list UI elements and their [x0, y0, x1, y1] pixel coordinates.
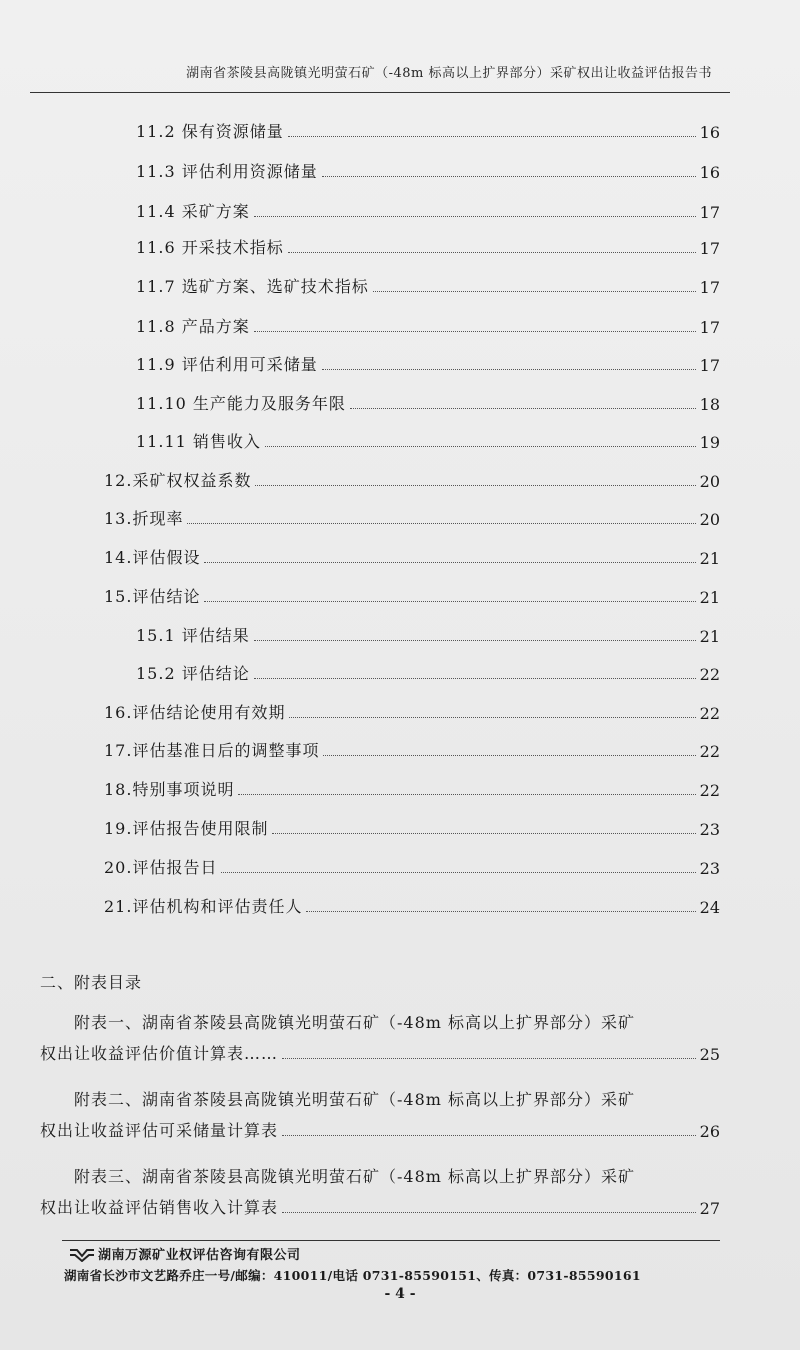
appendix-item-page: 25	[699, 1045, 720, 1064]
toc-entry-page: 22	[699, 781, 720, 800]
appendix-leader-dots	[282, 1212, 696, 1213]
toc-entry-page: 17	[699, 318, 720, 337]
toc-entry-page: 23	[699, 820, 720, 839]
toc-entry-title: 19.评估报告使用限制	[104, 819, 269, 838]
toc-entry-page: 18	[699, 395, 720, 414]
toc-leader-dots	[323, 755, 695, 756]
toc-leader-dots	[289, 717, 695, 718]
toc-entry-title: 11.4 采矿方案	[136, 202, 250, 221]
toc-leader-dots	[288, 136, 696, 137]
toc-entry-title: 13.折现率	[104, 509, 184, 528]
toc-leader-dots	[322, 176, 696, 177]
toc-entry-page: 23	[699, 859, 720, 878]
page-number: - 4 -	[384, 1286, 416, 1302]
toc-entry-title: 16.评估结论使用有效期	[104, 703, 286, 722]
toc-entry-title: 11.11 销售收入	[136, 432, 261, 451]
toc-entry-title: 20.评估报告日	[104, 858, 218, 877]
toc-entry	[136, 428, 720, 452]
toc-entry-title: 15.评估结论	[104, 587, 201, 606]
toc-entry	[136, 273, 720, 297]
toc-entry-page: 22	[699, 742, 720, 761]
toc-entry	[136, 313, 720, 337]
appendix-leader-dots	[282, 1135, 696, 1136]
footer-company: 湖南万源矿业权评估咨询有限公司	[98, 1248, 301, 1263]
company-logo-icon	[68, 1246, 96, 1262]
footer-rule	[62, 1240, 720, 1241]
toc-entry	[136, 198, 720, 222]
toc-leader-dots	[254, 331, 696, 332]
appendix-heading: 二、附表目录	[40, 973, 143, 992]
appendix-item-line1: 附表三、湖南省茶陵县高陇镇光明萤石矿（-48m 标高以上扩界部分）采矿	[74, 1167, 636, 1186]
toc-entry-page: 22	[699, 704, 720, 723]
toc-entry-title: 11.2 保有资源储量	[136, 122, 284, 141]
toc-leader-dots	[254, 216, 696, 217]
running-header: 湖南省茶陵县高陇镇光明萤石矿（-48m 标高以上扩界部分）采矿权出让收益评估报告书	[186, 66, 712, 81]
toc-entry-page: 22	[699, 665, 720, 684]
toc-entry	[136, 351, 720, 375]
toc-entry-title: 15.1 评估结果	[136, 626, 250, 645]
toc-entry-title: 21.评估机构和评估责任人	[104, 897, 303, 916]
toc-entry	[104, 505, 720, 529]
toc-entry-title: 12.采矿权权益系数	[104, 471, 252, 490]
toc-entry	[104, 854, 720, 878]
toc-entry-page: 17	[699, 278, 720, 297]
toc-leader-dots	[265, 446, 696, 447]
toc-entry	[136, 622, 720, 646]
toc-entry-page: 20	[699, 472, 720, 491]
toc-leader-dots	[350, 408, 696, 409]
toc-entry	[136, 660, 720, 684]
toc-leader-dots	[221, 872, 695, 873]
appendix-item-line1: 附表一、湖南省茶陵县高陇镇光明萤石矿（-48m 标高以上扩界部分）采矿	[74, 1013, 636, 1032]
toc-leader-dots	[288, 252, 696, 253]
toc-entry-title: 11.7 选矿方案、选矿技术指标	[136, 277, 369, 296]
appendix-item-line1: 附表二、湖南省茶陵县高陇镇光明萤石矿（-48m 标高以上扩界部分）采矿	[74, 1090, 636, 1109]
toc-entry-page: 17	[699, 203, 720, 222]
appendix-item-title: 权出让收益评估销售收入计算表	[40, 1198, 279, 1217]
toc-entry-page: 17	[699, 356, 720, 375]
toc-entry	[104, 815, 720, 839]
toc-leader-dots	[373, 291, 696, 292]
toc-entry	[136, 158, 720, 182]
toc-leader-dots	[255, 485, 695, 486]
toc-entry-page: 16	[699, 123, 720, 142]
toc-entry-page: 21	[699, 627, 720, 646]
toc-entry-page: 16	[699, 163, 720, 182]
toc-leader-dots	[322, 369, 696, 370]
toc-entry-page: 19	[699, 433, 720, 452]
toc-entry	[136, 118, 720, 142]
toc-entry	[104, 893, 720, 917]
toc-entry	[104, 699, 720, 723]
toc-entry	[104, 776, 720, 800]
toc-entry	[104, 583, 720, 607]
toc-entry-title: 11.8 产品方案	[136, 317, 250, 336]
toc-leader-dots	[272, 833, 695, 834]
toc-entry-page: 21	[699, 588, 720, 607]
toc-entry	[136, 390, 720, 414]
toc-leader-dots	[204, 562, 695, 563]
toc-leader-dots	[254, 678, 696, 679]
toc-entry-title: 11.6 开采技术指标	[136, 238, 284, 257]
toc-leader-dots	[187, 523, 695, 524]
footer-address: 湖南省长沙市文艺路乔庄一号/邮编：410011/电话 0731-85590151、传真：0731-85590161	[64, 1268, 641, 1283]
toc-entry-title: 11.3 评估利用资源储量	[136, 162, 318, 181]
toc-entry	[104, 544, 720, 568]
toc-leader-dots	[204, 601, 695, 602]
toc-entry	[104, 737, 720, 761]
appendix-item-page: 27	[699, 1199, 720, 1218]
toc-entry	[104, 467, 720, 491]
appendix-item-line2	[40, 1040, 720, 1064]
toc-leader-dots	[254, 640, 696, 641]
appendix-item-page: 26	[699, 1122, 720, 1141]
appendix-leader-dots	[282, 1058, 696, 1059]
toc-entry-title: 18.特别事项说明	[104, 780, 235, 799]
toc-entry-title: 11.10 生产能力及服务年限	[136, 394, 346, 413]
appendix-item-line2	[40, 1194, 720, 1218]
toc-entry-page: 20	[699, 510, 720, 529]
toc-entry-title: 15.2 评估结论	[136, 664, 250, 683]
toc-entry-title: 17.评估基准日后的调整事项	[104, 741, 320, 760]
toc-entry-page: 17	[699, 239, 720, 258]
appendix-item-title: 权出让收益评估价值计算表……	[40, 1044, 279, 1063]
toc-entry	[136, 234, 720, 258]
toc-leader-dots	[306, 911, 695, 912]
toc-leader-dots	[238, 794, 695, 795]
appendix-item-title: 权出让收益评估可采储量计算表	[40, 1121, 279, 1140]
header-rule	[30, 92, 730, 93]
appendix-item-line2	[40, 1117, 720, 1141]
toc-entry-title: 14.评估假设	[104, 548, 201, 567]
toc-entry-title: 11.9 评估利用可采储量	[136, 355, 318, 374]
toc-entry-page: 24	[699, 898, 720, 917]
toc-entry-page: 21	[699, 549, 720, 568]
